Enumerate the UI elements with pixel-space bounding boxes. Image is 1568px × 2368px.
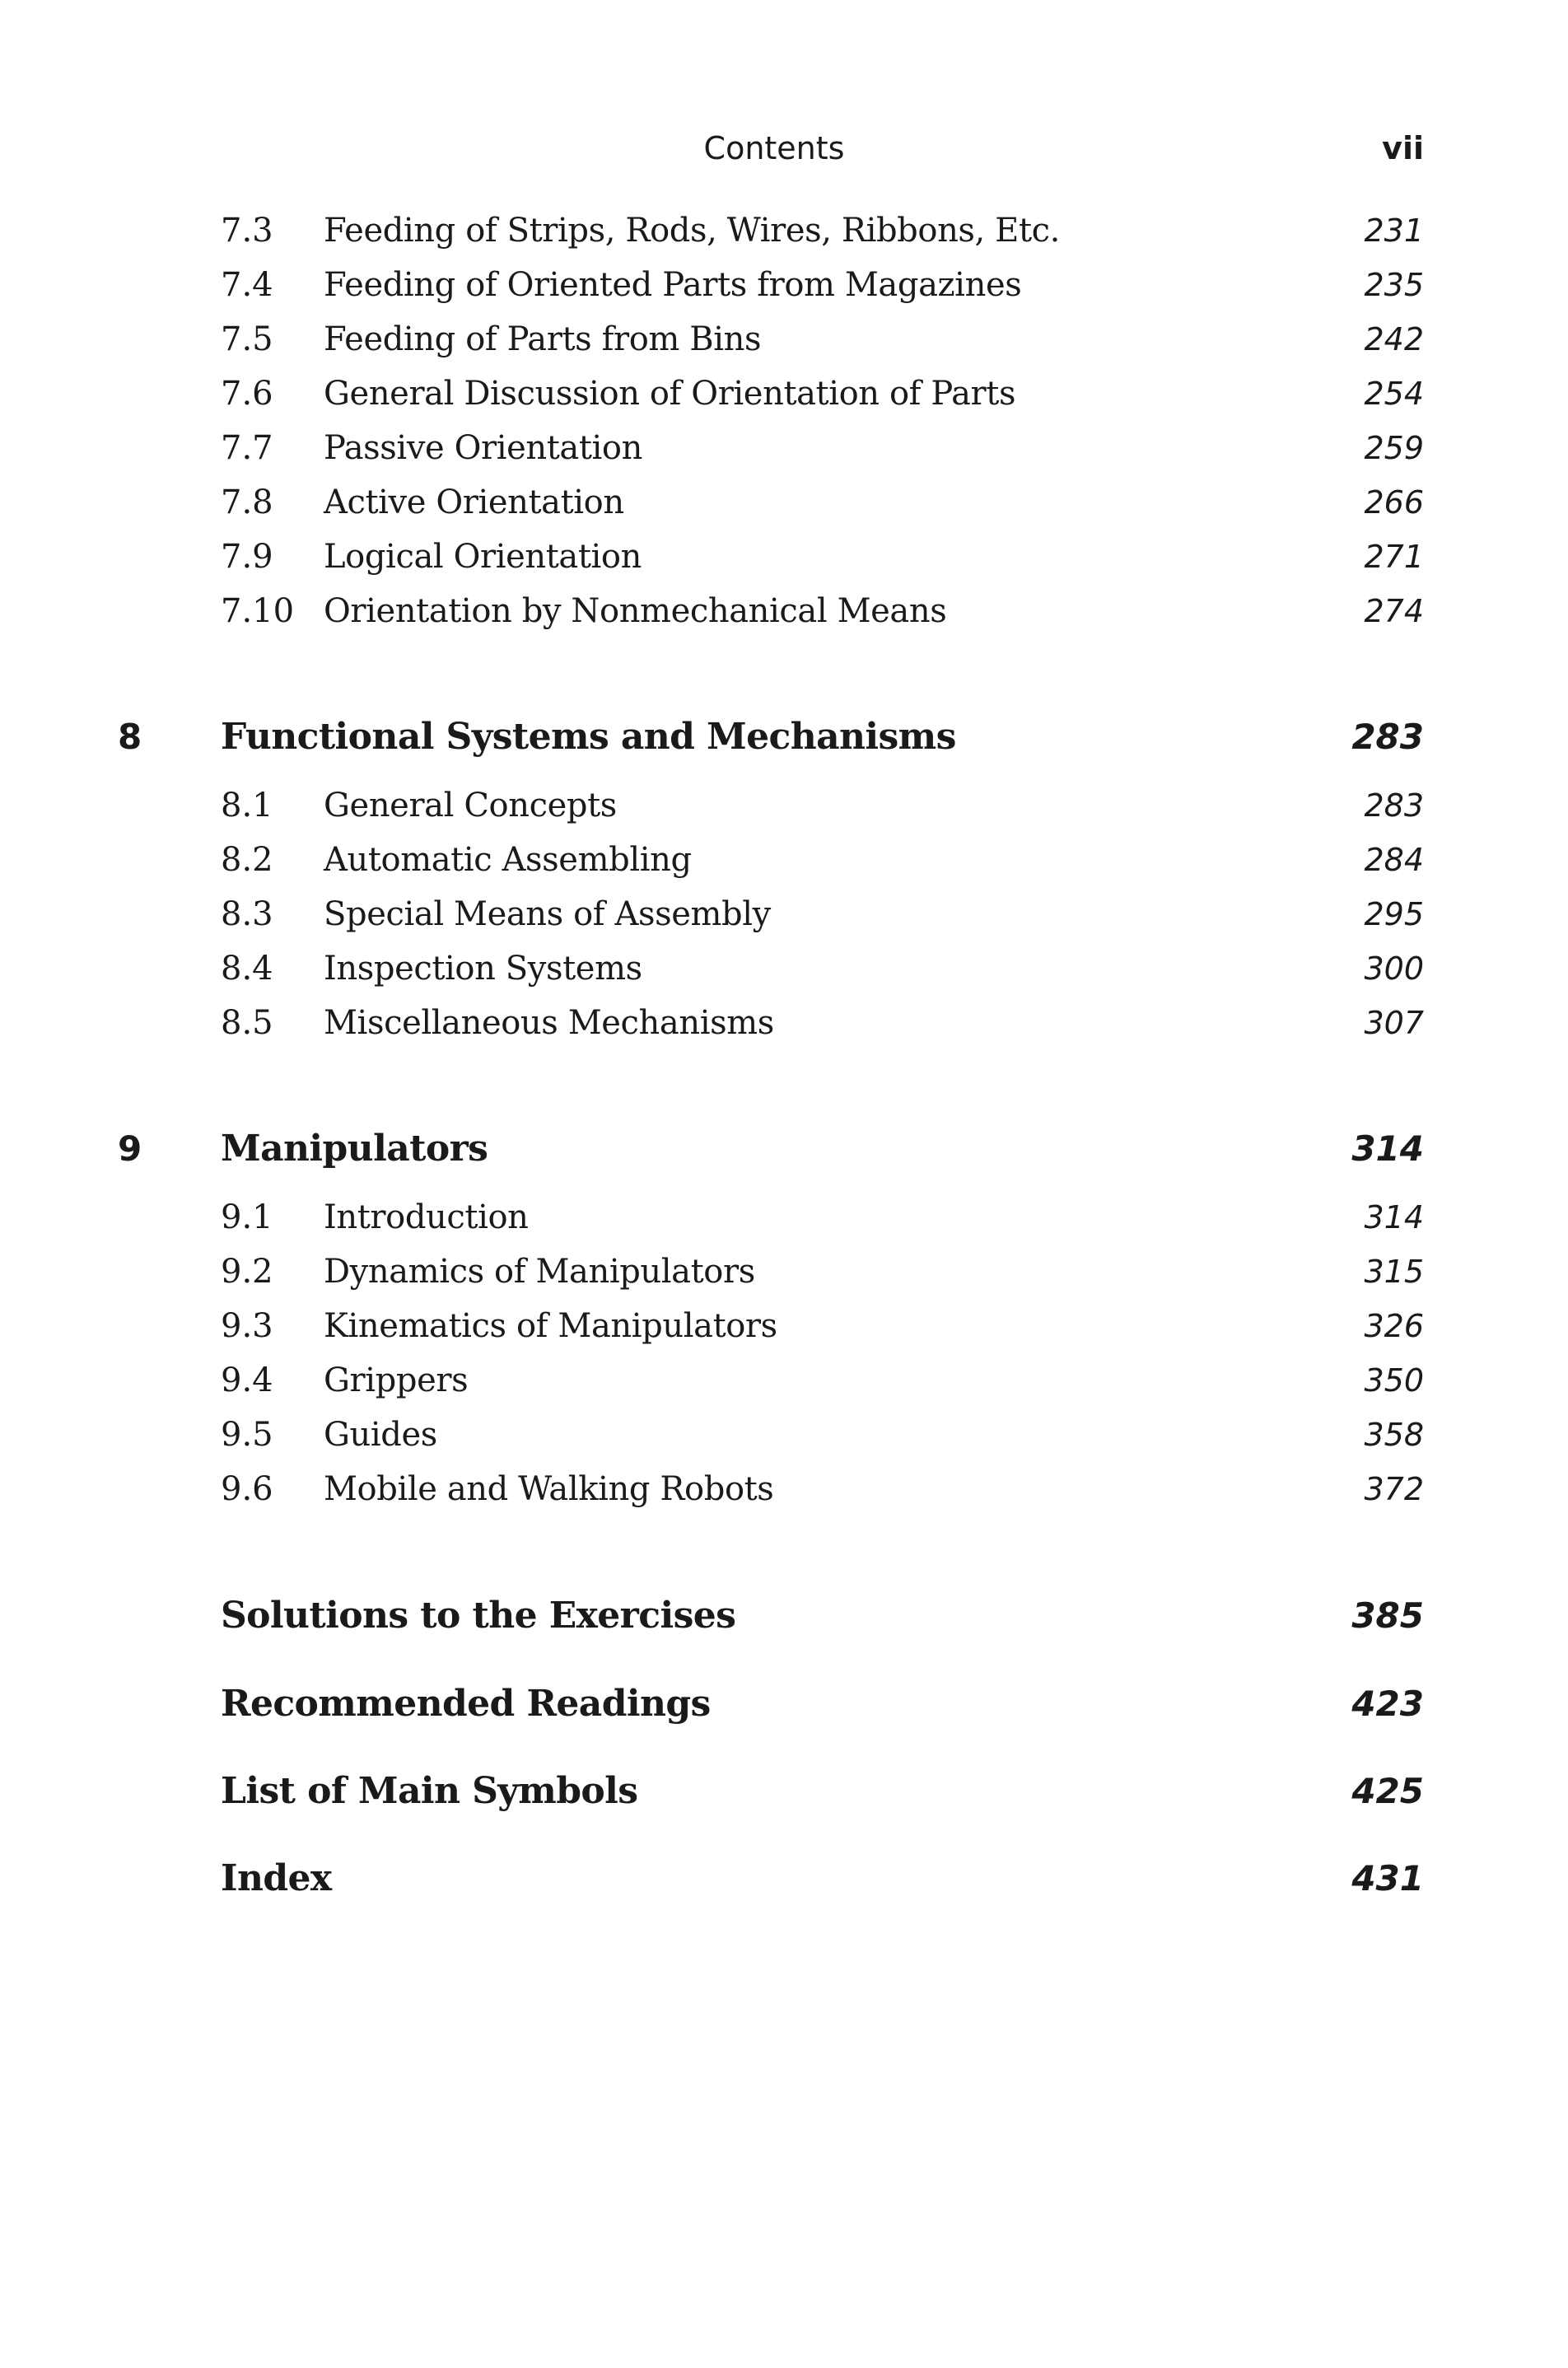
toc-section-entry[interactable] [0, 315, 1568, 364]
section-number: 8.4 [221, 950, 273, 988]
toc-section-entry[interactable] [0, 369, 1568, 418]
section-page: 284 [1364, 842, 1424, 878]
section-number: 9.3 [221, 1307, 273, 1345]
section-title: Kinematics of Manipulators [324, 1307, 777, 1345]
section-number: 7.8 [221, 483, 273, 521]
chapter-title: Manipulators [221, 1128, 488, 1170]
section-page: 358 [1364, 1417, 1424, 1453]
toc-section-entry[interactable] [0, 1301, 1568, 1351]
backmatter-title: Solutions to the Exercises [221, 1595, 736, 1637]
backmatter-page: 385 [1351, 1595, 1424, 1636]
section-title: Miscellaneous Mechanisms [324, 1004, 774, 1042]
section-title: Inspection Systems [324, 950, 642, 988]
section-page: 274 [1364, 593, 1424, 629]
section-title: General Discussion of Orientation of Parts [324, 375, 1016, 413]
section-title: General Concepts [324, 787, 617, 824]
section-number: 7.3 [221, 212, 273, 250]
toc-section-entry[interactable] [0, 1356, 1568, 1405]
toc-section-entry[interactable] [0, 944, 1568, 993]
section-number: 8.3 [221, 895, 273, 933]
section-page: 295 [1364, 896, 1424, 932]
section-title: Feeding of Parts from Bins [324, 320, 762, 358]
backmatter-title: Index [221, 1857, 332, 1899]
toc-section-entry[interactable] [0, 835, 1568, 885]
section-title: Mobile and Walking Robots [324, 1470, 774, 1508]
toc-backmatter-entry[interactable] [0, 1854, 1568, 1903]
section-number: 9.6 [221, 1470, 273, 1508]
section-page: 326 [1364, 1308, 1424, 1344]
toc-section-entry[interactable] [0, 1193, 1568, 1242]
chapter-number: 8 [118, 717, 142, 757]
section-number: 8.5 [221, 1004, 273, 1042]
section-title: Orientation by Nonmechanical Means [324, 592, 947, 630]
section-title: Guides [324, 1416, 437, 1454]
section-page: 300 [1364, 950, 1424, 987]
section-number: 8.1 [221, 787, 273, 824]
section-number: 7.5 [221, 320, 273, 358]
section-number: 9.4 [221, 1361, 273, 1399]
section-page: 266 [1364, 484, 1424, 521]
backmatter-title: List of Main Symbols [221, 1770, 638, 1812]
section-page: 315 [1364, 1254, 1424, 1290]
section-title: Active Orientation [324, 483, 624, 521]
toc-section-entry[interactable] [0, 998, 1568, 1048]
toc-section-entry[interactable] [0, 586, 1568, 636]
section-title: Feeding of Oriented Parts from Magazines [324, 266, 1022, 304]
section-number: 9.5 [221, 1416, 273, 1454]
section-number: 7.7 [221, 429, 273, 467]
section-title: Grippers [324, 1361, 469, 1399]
section-title: Dynamics of Manipulators [324, 1253, 755, 1291]
running-title: Contents [703, 130, 845, 166]
toc-section-entry[interactable] [0, 206, 1568, 255]
backmatter-page: 425 [1351, 1771, 1424, 1811]
section-page: 283 [1364, 787, 1424, 824]
toc-section-entry[interactable] [0, 890, 1568, 939]
section-number: 9.2 [221, 1253, 273, 1291]
toc-backmatter-entry[interactable] [0, 1679, 1568, 1729]
section-page: 271 [1364, 539, 1424, 575]
chapter-page: 283 [1351, 717, 1424, 757]
section-title: Automatic Assembling [324, 841, 692, 879]
section-page: 259 [1364, 430, 1424, 466]
section-page: 231 [1364, 213, 1424, 249]
backmatter-page: 431 [1351, 1858, 1424, 1899]
backmatter-page: 423 [1351, 1684, 1424, 1724]
section-page: 314 [1364, 1199, 1424, 1235]
toc-section-entry[interactable] [0, 423, 1568, 473]
section-title: Introduction [324, 1198, 529, 1236]
section-title: Special Means of Assembly [324, 895, 771, 933]
section-page: 235 [1364, 267, 1424, 303]
section-number: 7.9 [221, 538, 273, 576]
backmatter-title: Recommended Readings [221, 1683, 711, 1725]
section-title: Passive Orientation [324, 429, 642, 467]
section-page: 372 [1364, 1471, 1424, 1507]
toc-backmatter-entry[interactable] [0, 1767, 1568, 1816]
toc-backmatter-entry[interactable] [0, 1591, 1568, 1641]
chapter-number: 9 [118, 1128, 142, 1169]
running-head [0, 124, 1568, 173]
section-page: 350 [1364, 1362, 1424, 1399]
section-number: 7.6 [221, 375, 273, 413]
toc-section-entry[interactable] [0, 1247, 1568, 1296]
toc-section-entry[interactable] [0, 478, 1568, 527]
toc-section-entry[interactable] [0, 260, 1568, 310]
toc-section-entry[interactable] [0, 532, 1568, 581]
section-page: 307 [1364, 1005, 1424, 1041]
section-page: 242 [1364, 321, 1424, 357]
toc-section-entry[interactable] [0, 1410, 1568, 1460]
toc-chapter-entry[interactable] [0, 712, 1568, 762]
section-number: 7.4 [221, 266, 273, 304]
chapter-page: 314 [1351, 1128, 1424, 1169]
chapter-title: Functional Systems and Mechanisms [221, 716, 956, 758]
toc-section-entry[interactable] [0, 1464, 1568, 1514]
toc-section-entry[interactable] [0, 781, 1568, 830]
section-title: Logical Orientation [324, 538, 642, 576]
toc-chapter-entry[interactable] [0, 1124, 1568, 1174]
section-title: Feeding of Strips, Rods, Wires, Ribbons, Etc. [324, 212, 1060, 250]
section-number: 9.1 [221, 1198, 273, 1236]
section-number: 7.10 [221, 592, 295, 630]
section-page: 254 [1364, 376, 1424, 412]
section-number: 8.2 [221, 841, 273, 879]
running-page-number: vii [1382, 130, 1424, 166]
